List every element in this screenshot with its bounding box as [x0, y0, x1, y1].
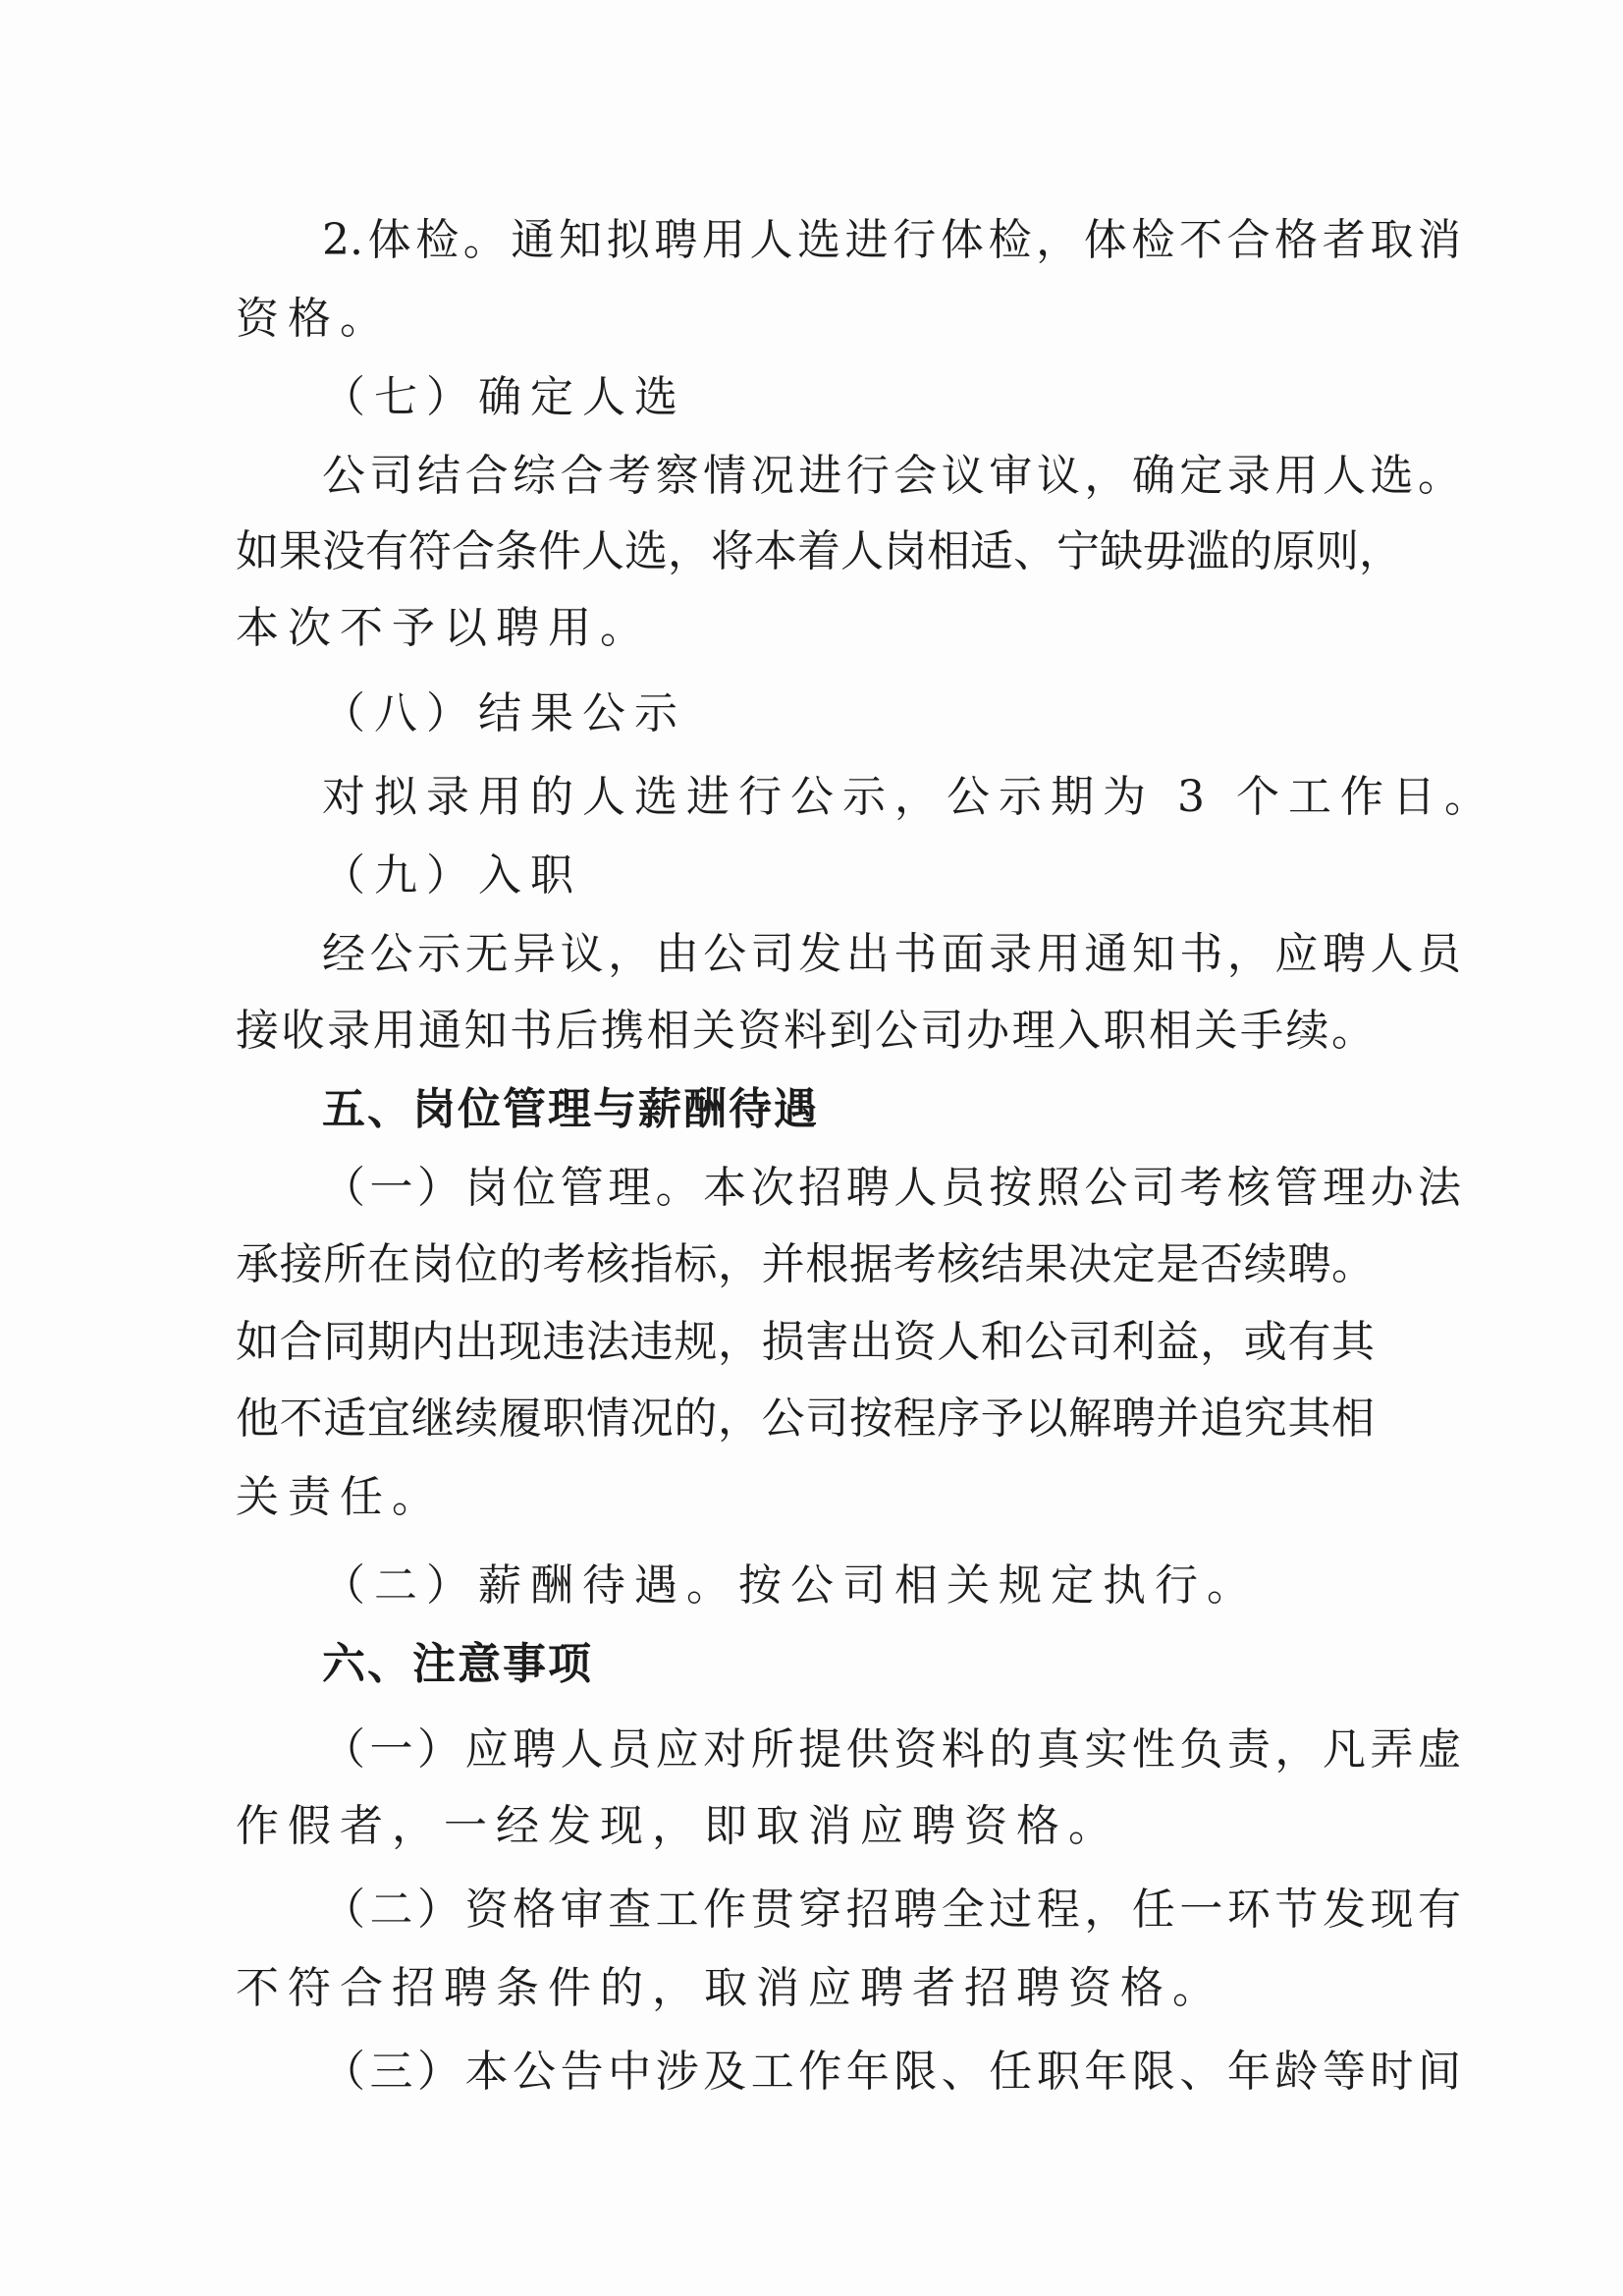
paragraph-position-management: 承接所在岗位的考核指标，并根据考核结果决定是否续聘。	[236, 1239, 1375, 1289]
paragraph-notice-1: （一）应聘人员应对所提供资料的真实性负责，凡弄虚	[322, 1724, 1461, 1775]
section-onboarding-heading: （九）入职	[322, 850, 582, 901]
paragraph-position-management: 关责任。	[236, 1472, 444, 1522]
chapter-5-heading: 五、岗位管理与薪酬待遇	[322, 1084, 819, 1134]
paragraph-position-management: （一）岗位管理。本次招聘人员按照公司考核管理办法	[322, 1163, 1461, 1213]
paragraph-notice-2: 不符合招聘条件的，取消应聘者招聘资格。	[236, 1963, 1224, 2013]
paragraph-notice-1: 作假者，一经发现，即取消应聘资格。	[236, 1801, 1120, 1851]
paragraph-notice-2: （二）资格审查工作贯穿招聘全过程，任一环节发现有	[322, 1885, 1461, 1935]
paragraph-onboarding: 接收录用通知书后携相关资料到公司办理入职相关手续。	[236, 1006, 1375, 1056]
paragraph-determine-candidate: 公司结合综合考察情况进行会议审议，确定录用人选。	[322, 451, 1461, 501]
paragraph-notice-3: （三）本公告中涉及工作年限、任职年限、年龄等时间	[322, 2047, 1461, 2097]
section-result-publicity-heading: （八）结果公示	[322, 688, 686, 738]
paragraph-position-management: 如合同期内出现违法违规，损害出资人和公司利益，或有其	[236, 1317, 1375, 1367]
physical-exam-item: 2.体检。通知拟聘用人选进行体检，体检不合格者取消	[322, 215, 1461, 265]
paragraph-position-management: 他不适宜继续履职情况的，公司按程序予以解聘并追究其相	[236, 1394, 1375, 1444]
section-determine-candidate-heading: （七）确定人选	[322, 372, 686, 422]
paragraph-determine-candidate: 如果没有符合条件人选，将本着人岗相适、宁缺毋滥的原则，	[236, 526, 1402, 576]
chapter-6-heading: 六、注意事项	[322, 1639, 593, 1689]
paragraph-onboarding: 经公示无异议，由公司发出书面录用通知书，应聘人员	[322, 929, 1461, 979]
paragraph-salary: （二）薪酬待遇。按公司相关规定执行。	[322, 1560, 1259, 1611]
paragraph-result-publicity: 对拟录用的人选进行公示，公示期为 3 个工作日。	[322, 772, 1496, 822]
physical-exam-item-cont: 资格。	[236, 294, 392, 344]
paragraph-determine-candidate: 本次不予以聘用。	[236, 603, 652, 653]
